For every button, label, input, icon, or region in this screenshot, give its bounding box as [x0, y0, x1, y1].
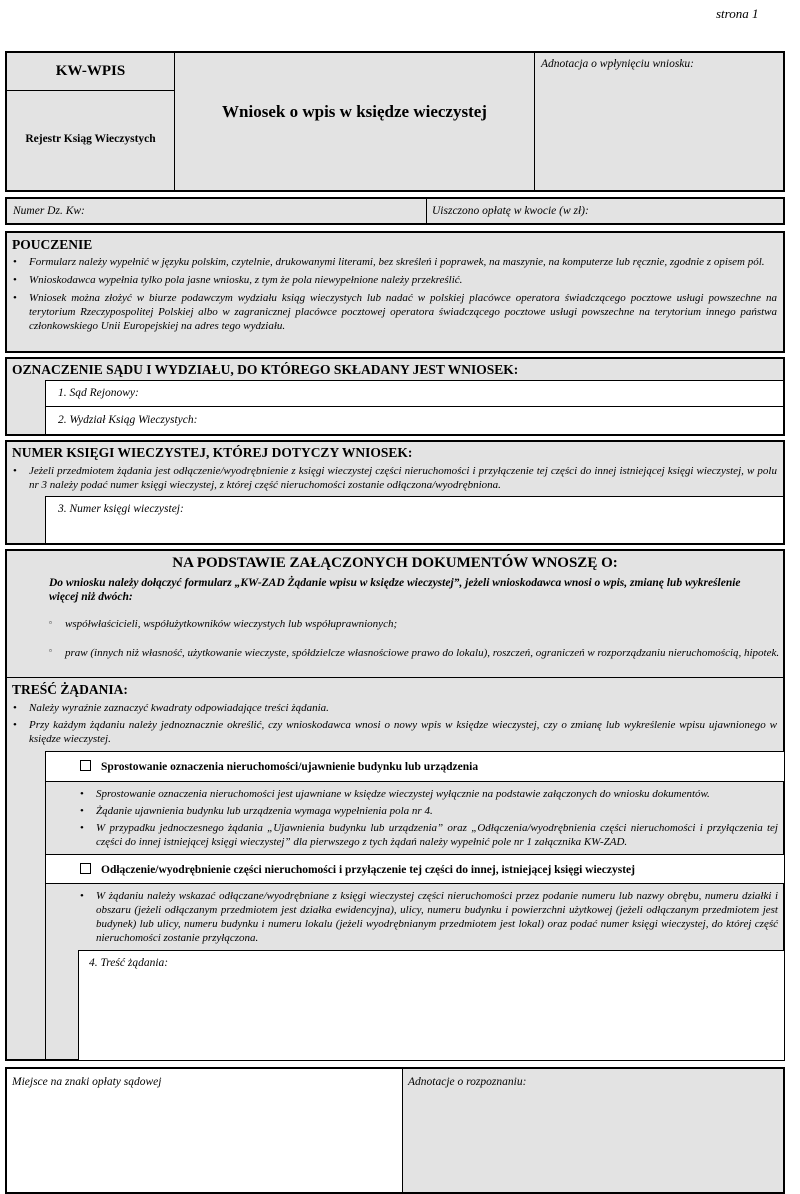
instruction-item: • Formularz należy wypełnić w języku polskim, czytelnie, drukowanymi literami, bez skreśleń i poprawek, na maszynie, na komputerze lub ręcznie, zgodnie z opisem pól.: [7, 255, 777, 269]
district-court-label: 1. Sąd Rejonowy:: [58, 387, 139, 399]
page-number: strona 1: [716, 6, 759, 21]
instructions-heading: POUCZENIE: [12, 237, 93, 252]
register-name: Rejestr Ksiąg Wieczystych: [25, 133, 156, 145]
square-bullet-icon: ▫: [49, 646, 52, 655]
recognition-annotation-label: Adnotacje o rozpoznaniu:: [408, 1076, 527, 1088]
court-section: [5, 357, 785, 436]
district-court-field[interactable]: [45, 380, 783, 407]
header-box: [5, 51, 785, 192]
form-code: KW-WPIS: [55, 63, 126, 79]
registry-row: [5, 197, 785, 225]
land-register-number-section: [5, 440, 785, 545]
checkbox-icon[interactable]: [80, 863, 91, 874]
land-registry-department-label: 2. Wydział Ksiąg Wieczystych:: [58, 414, 198, 426]
land-registry-department-field[interactable]: [45, 407, 783, 434]
header-left: [7, 53, 175, 190]
land-register-number-field[interactable]: [45, 496, 783, 543]
option-separation-note: • W żądaniu należy wskazać odłączane/wyodrębniane z księgi wieczystej części nieruchomości przez podanie numeru lub nazwy obrębu, numeru działki i obszaru (jeżeli odłączanym przedmiotem jest działka ewidencyjna), ulicy, numeru budynku i powierzchni użytkowej (jeżeli odłączanym przedmiotem jest budynek) lub ulicy, numeru budynku i numeru lokalu (jeżeli wyodrębnianym przedmiotem jest lokal) oraz podać numer księgi wieczystej, do której część nieruchomości zostanie przyłączona.: [74, 889, 778, 945]
page-title: Wniosek o wpis w księdze wieczystej: [222, 101, 487, 121]
title-area: [175, 53, 535, 190]
recognition-annotation-field[interactable]: [403, 1069, 783, 1192]
co-owners-note: współwłaścicieli, współużytkowników wieczystych lub współuprawnionych;: [65, 618, 398, 630]
request-content-label: 4. Treść żądania:: [89, 957, 169, 969]
request-content-item: • Należy wyraźnie zaznaczyć kwadraty odpowiadające treści żądania.: [7, 701, 777, 715]
option-correction-label: Sprostowanie oznaczenia nieruchomości/ujawnienie budynku lub urządzenia: [101, 761, 479, 773]
fee-stamps-label: Miejsce na znaki opłaty sądowej: [12, 1076, 162, 1088]
request-section: [5, 549, 785, 1061]
request-options-area: [45, 751, 783, 1059]
request-content-field[interactable]: [78, 950, 784, 1060]
option-correction-note: • Sprostowanie oznaczenia nieruchomości jest ujawniane w księdze wieczystej wyłącznie na podstawie załączonych do wniosku dokumentów.: [74, 787, 778, 801]
request-heading: NA PODSTAWIE ZAŁĄCZONYCH DOKUMENTÓW WNOSZĘ O:: [172, 555, 618, 571]
instructions-section: [5, 231, 785, 353]
land-register-number-label: 3. Numer księgi wieczystej:: [58, 503, 184, 515]
footer-box: [5, 1067, 785, 1194]
dz-kw-field[interactable]: [7, 199, 427, 223]
request-subnote: Do wniosku należy dołączyć formularz „KW-ZAD Żądanie wpisu w księdze wieczystej”, jeżeli wnioskodawca wnosi o wpis, zmianę lub wykreślenie więcej niż dwóch:: [49, 577, 741, 603]
intake-annotation-field[interactable]: [535, 53, 783, 190]
dz-kw-label: Numer Dz. Kw:: [13, 205, 85, 217]
square-bullet-icon: ▫: [49, 618, 52, 627]
land-register-number-note: • Jeżeli przedmiotem żądania jest odłączenie/wyodrębnienie z księgi wieczystej części nieruchomości i przyłączenie tej części do innej istniejącej księgi wieczystej, w polu nr 3 należy podać numer księgi wieczystej, z której część nieruchomości zostanie odłączona/wyodrębniona.: [7, 464, 777, 492]
option-correction-row[interactable]: [46, 752, 784, 782]
option-correction-note: • W przypadku jednoczesnego żądania „Ujawnienia budynku lub urządzenia” oraz „Odłączenia/wyodrębnienia części nieruchomości i przyłączenia tej części do innej istniejącej księgi wieczystej” dla pierwszego z tych żądań należy wypełnić pole nr 1 załącznika KW-ZAD.: [74, 821, 778, 849]
intake-annotation-label: Adnotacja o wpłynięciu wniosku:: [541, 58, 694, 70]
checkbox-icon[interactable]: [80, 760, 91, 771]
rights-note: praw (innych niż własność, użytkowanie wieczyste, spółdzielcze własnościowe prawo do lokalu), roszczeń, ograniczeń w rozporządzaniu nieruchomością, hipotek.: [65, 647, 780, 659]
divider: [7, 677, 783, 678]
court-heading: OZNACZENIE SĄDU I WYDZIAŁU, DO KTÓREGO SKŁADANY JEST WNIOSEK:: [12, 362, 519, 377]
option-correction-note: • Żądanie ujawnienia budynku lub urządzenia wymaga wypełnienia pola nr 4.: [74, 804, 778, 818]
land-register-number-heading: NUMER KSIĘGI WIECZYSTEJ, KTÓREJ DOTYCZY WNIOSEK:: [12, 445, 413, 460]
option-separation-row[interactable]: [46, 854, 784, 884]
request-content-item: • Przy każdym żądaniu należy jednoznacznie określić, czy wnioskodawca wnosi o nowy wpis w księdze wieczystej, czy o zmianę lub wykreślenie wpisu ujawnionego w księdze wieczystej.: [7, 718, 777, 746]
fee-stamps-field[interactable]: [7, 1069, 403, 1192]
fee-paid-label: Uiszczono opłatę w kwocie (w zł):: [432, 205, 589, 217]
instruction-item: • Wnioskodawca wypełnia tylko pola jasne wniosku, z tym że pola niewypełnione należy przekreślić.: [7, 273, 777, 287]
request-content-heading: TREŚĆ ŻĄDANIA:: [12, 682, 128, 697]
option-separation-label: Odłączenie/wyodrębnienie części nieruchomości i przyłączenie tej części do innej, istniejącej księgi wieczystej: [101, 864, 635, 876]
instruction-item: • Wniosek można złożyć w biurze podawczym wydziału ksiąg wieczystych lub nadać w polskiej placówce operatora świadczącego pocztowe usługi powszechne na terytorium Rzeczypospolitej Polskiej albo w zagranicznej placówce pocztowej operatora świadczącego pocztowe usługi powszechne na terytorium innego państwa członkowskiego Unii Europejskiej na adres tego wydziału.: [7, 291, 777, 333]
fee-paid-field[interactable]: [427, 199, 783, 223]
